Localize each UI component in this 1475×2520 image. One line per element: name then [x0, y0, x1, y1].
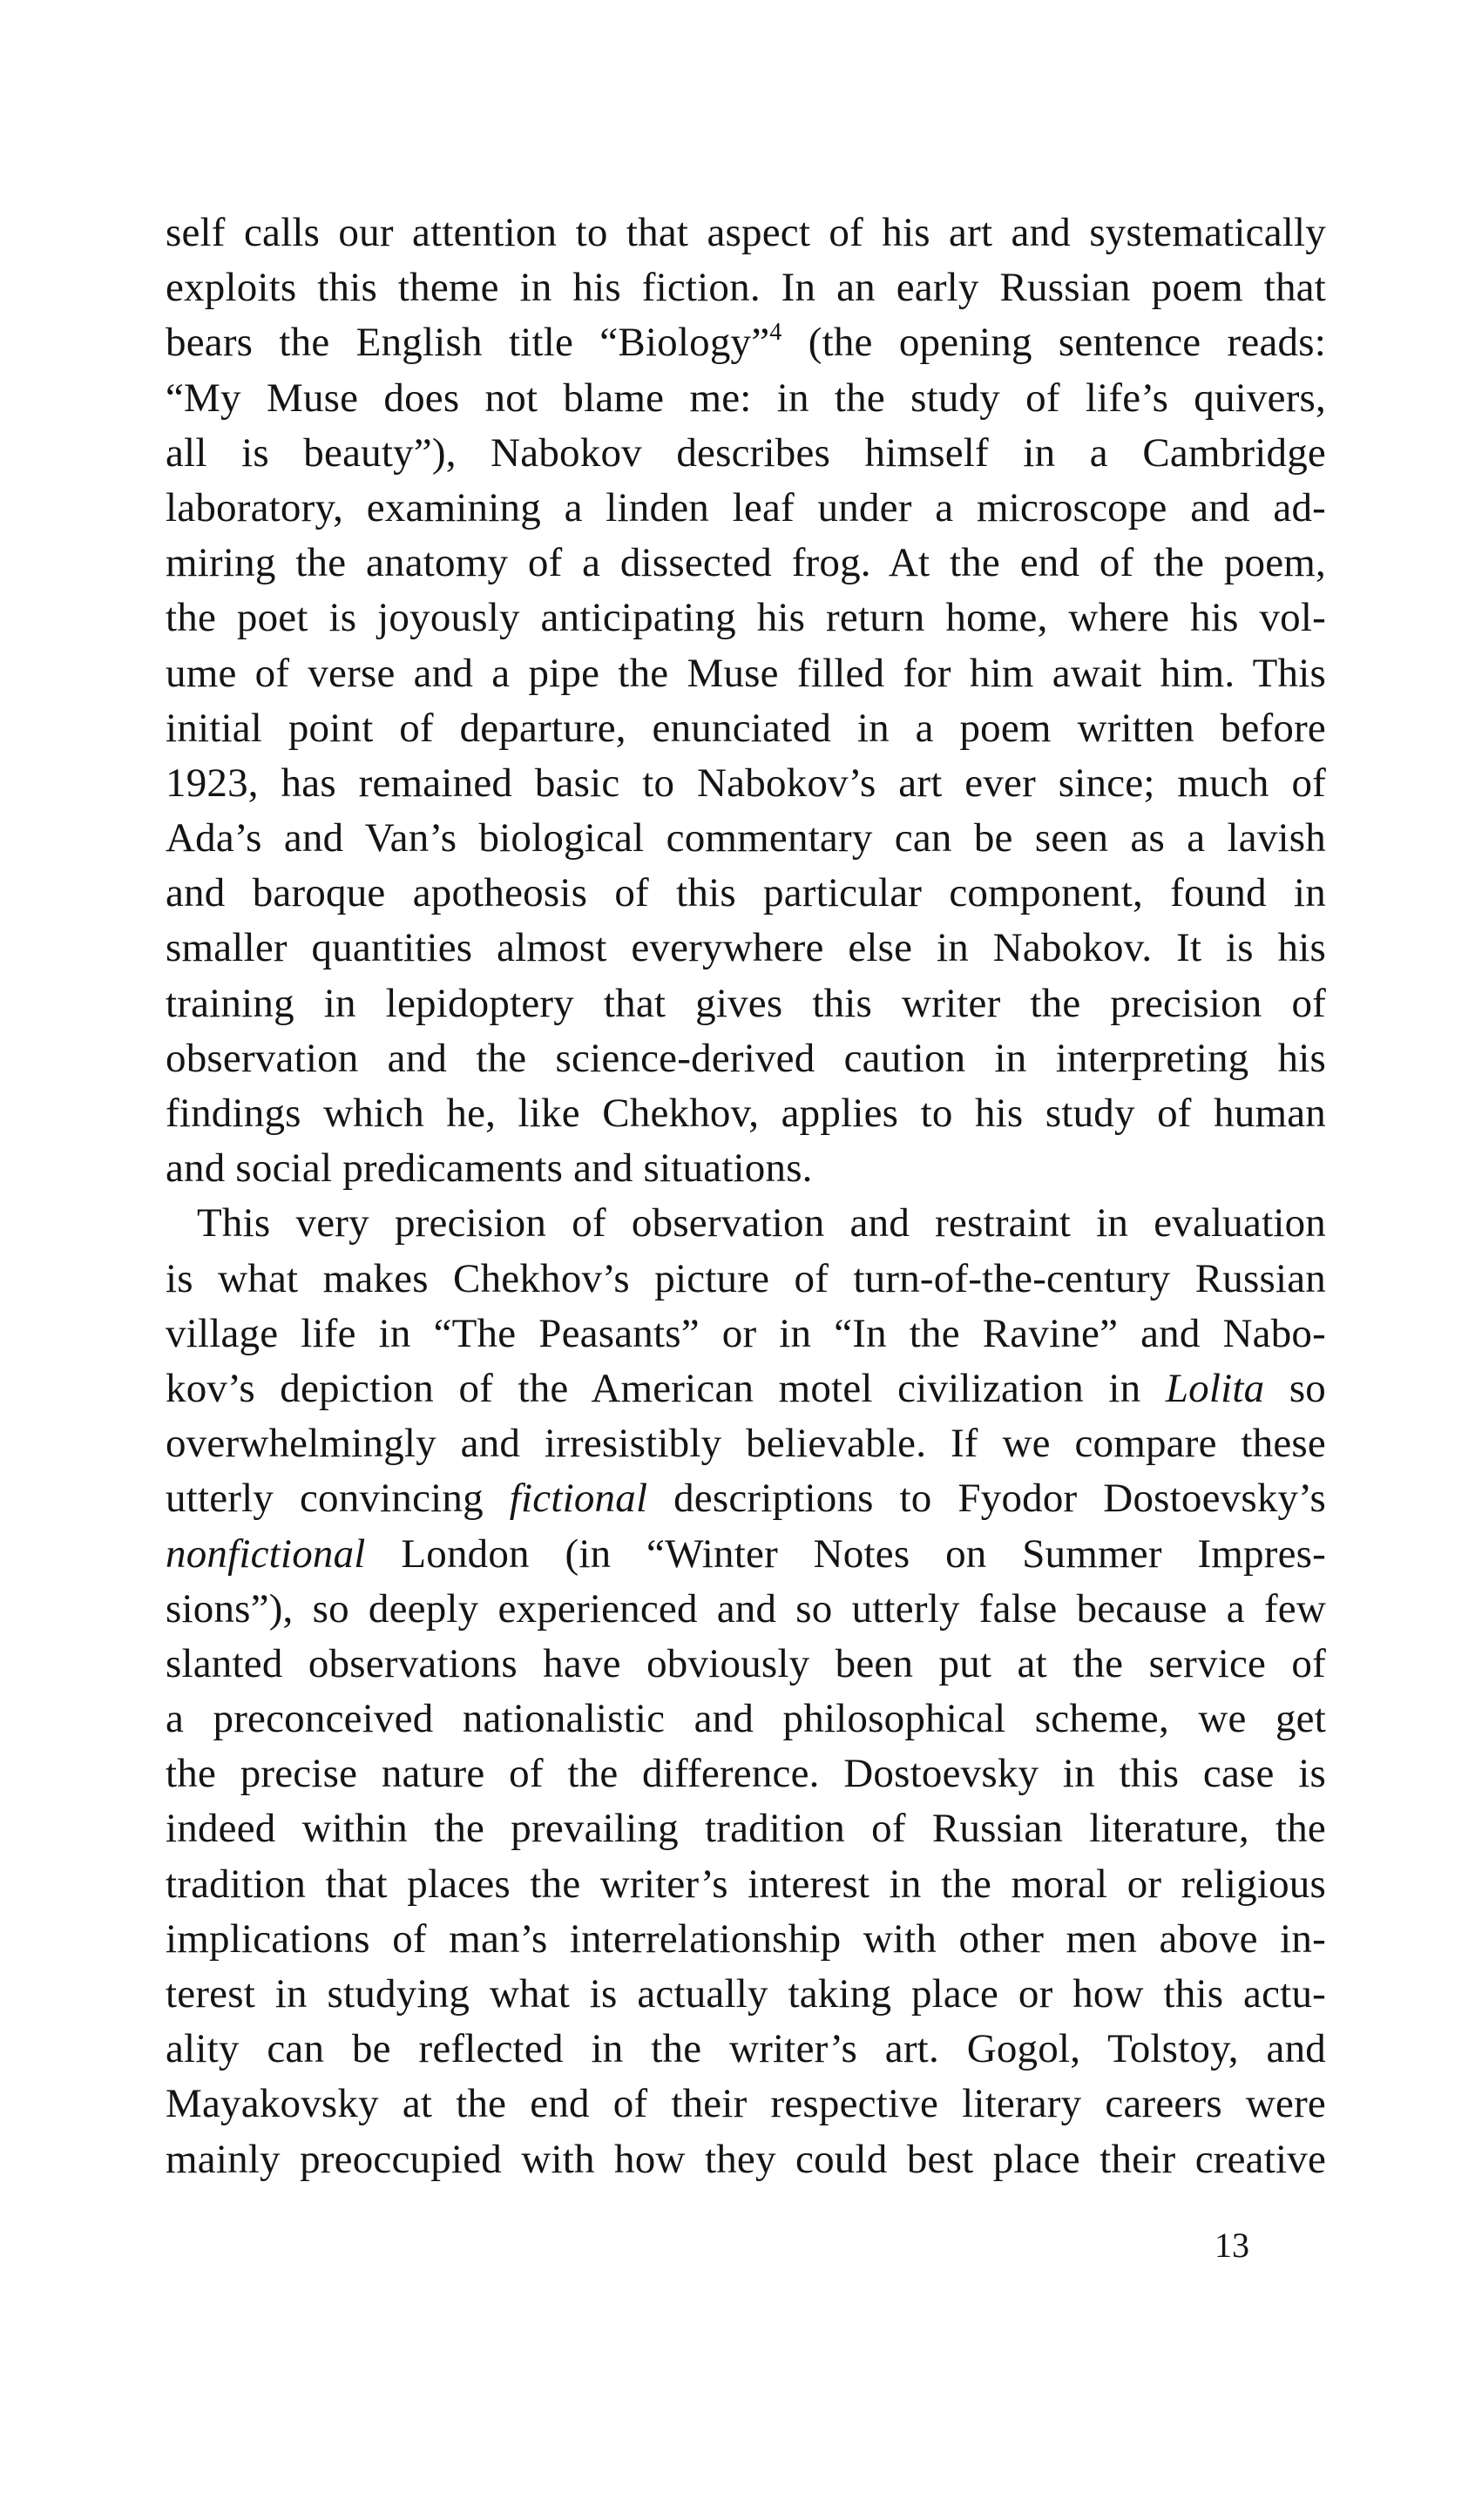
- paragraph-2: [166, 1196, 1326, 2186]
- text-line: [166, 1361, 1326, 1416]
- line-6-after: descriptions to Fyodor Dostoevsky’s: [673, 1476, 1326, 1522]
- italic-word-nonfictional: nonfictional: [166, 1530, 366, 1577]
- text-line: village life in “The Peasants” or in “In the Ravine” and Nabo-: [166, 1310, 1326, 1356]
- text-line: “My Muse does not blame me: in the study of life’s quivers,: [166, 375, 1326, 421]
- text-line: slanted observations have obviously been put at the service of: [166, 1640, 1326, 1686]
- paragraph-1: [166, 206, 1326, 1196]
- text-line: tradition that places the writer’s interest in the moral or religious: [166, 1861, 1326, 1907]
- text-line: ality can be reflected in the writer’s art. Gogol, Tolstoy, and: [166, 2026, 1326, 2072]
- text-line: Mayakovsky at the end of their respective literary careers were: [166, 2081, 1326, 2127]
- text-line: overwhelmingly and irresistibly believable. If we compare these: [166, 1421, 1326, 1467]
- text-line: smaller quantities almost everywhere else in Nabokov. It is his: [166, 925, 1326, 971]
- text-line: all is beauty”), Nabokov describes himself in a Cambridge: [166, 429, 1326, 476]
- text-line: a preconceived nationalistic and philosophical scheme, we get: [166, 1696, 1326, 1742]
- text-line: miring the anatomy of a dissected frog. At the end of the poem,: [166, 540, 1326, 586]
- text-line: is what makes Chekhov’s picture of turn-of-the-century Russian: [166, 1255, 1326, 1301]
- line-6-before: utterly convincing: [166, 1476, 484, 1522]
- text-line: terest in studying what is actually taking place or how this actu-: [166, 1971, 1326, 2017]
- text-line: indeed within the prevailing tradition of Russian literature, the: [166, 1806, 1326, 1852]
- text-line: ume of verse and a pipe the Muse filled for him await him. This: [166, 650, 1326, 696]
- text-line: sions”), so deeply experienced and so utterly false because a few: [166, 1585, 1326, 1632]
- text-line: [166, 1471, 1326, 1526]
- line-3-end: (the opening sentence reads:: [808, 320, 1326, 366]
- text-line: mainly preoccupied with how they could best place their creative: [166, 2136, 1326, 2182]
- text-line: exploits this theme in his fiction. In an early Russian poem that: [166, 265, 1326, 311]
- line-7-after: London (in “Winter Notes on Summer Impres-: [401, 1530, 1327, 1577]
- text-line: observation and the science-derived caution in interpreting his: [166, 1035, 1326, 1081]
- text-line: [166, 315, 1326, 370]
- text-line: laboratory, examining a linden leaf under a microscope and ad-: [166, 484, 1326, 530]
- italic-title-lolita: Lolita: [1165, 1365, 1265, 1411]
- text-line: and social predicaments and situations.: [166, 1145, 813, 1192]
- text-line: implications of man’s interrelationship with other men above in-: [166, 1915, 1326, 1962]
- footnote-reference: 4: [769, 319, 782, 347]
- text-line: 1923, has remained basic to Nabokov’s art ever since; much of: [166, 760, 1326, 806]
- text-line: Ada’s and Van’s biological commentary can be seen as a lavish: [166, 815, 1326, 861]
- text-line: the precise nature of the difference. Dostoevsky in this case is: [166, 1751, 1326, 1797]
- text-line: self calls our attention to that aspect of his art and systematically: [166, 210, 1326, 255]
- text-line: This very precision of observation and restraint in evaluation: [197, 1200, 1326, 1246]
- page-number: 13: [1215, 2226, 1249, 2265]
- text-line: [166, 1527, 1326, 1582]
- text-line: findings which he, like Chekhov, applies to his study of human: [166, 1091, 1326, 1136]
- text-line: training in lepidoptery that gives this writer the precision of: [166, 980, 1326, 1026]
- line-3-start: bears the English title “Biology”: [166, 320, 770, 366]
- line-4-after: so: [1289, 1365, 1327, 1411]
- text-line: the poet is joyously anticipating his return home, where his vol-: [166, 595, 1326, 641]
- page-body-text: [166, 206, 1326, 2187]
- italic-word-fictional: fictional: [509, 1476, 648, 1522]
- line-4-before: kov’s depiction of the American motel civilization in: [166, 1365, 1141, 1411]
- text-line: and baroque apotheosis of this particular component, found in: [166, 870, 1326, 916]
- text-line: initial point of departure, enunciated in a poem written before: [166, 705, 1326, 751]
